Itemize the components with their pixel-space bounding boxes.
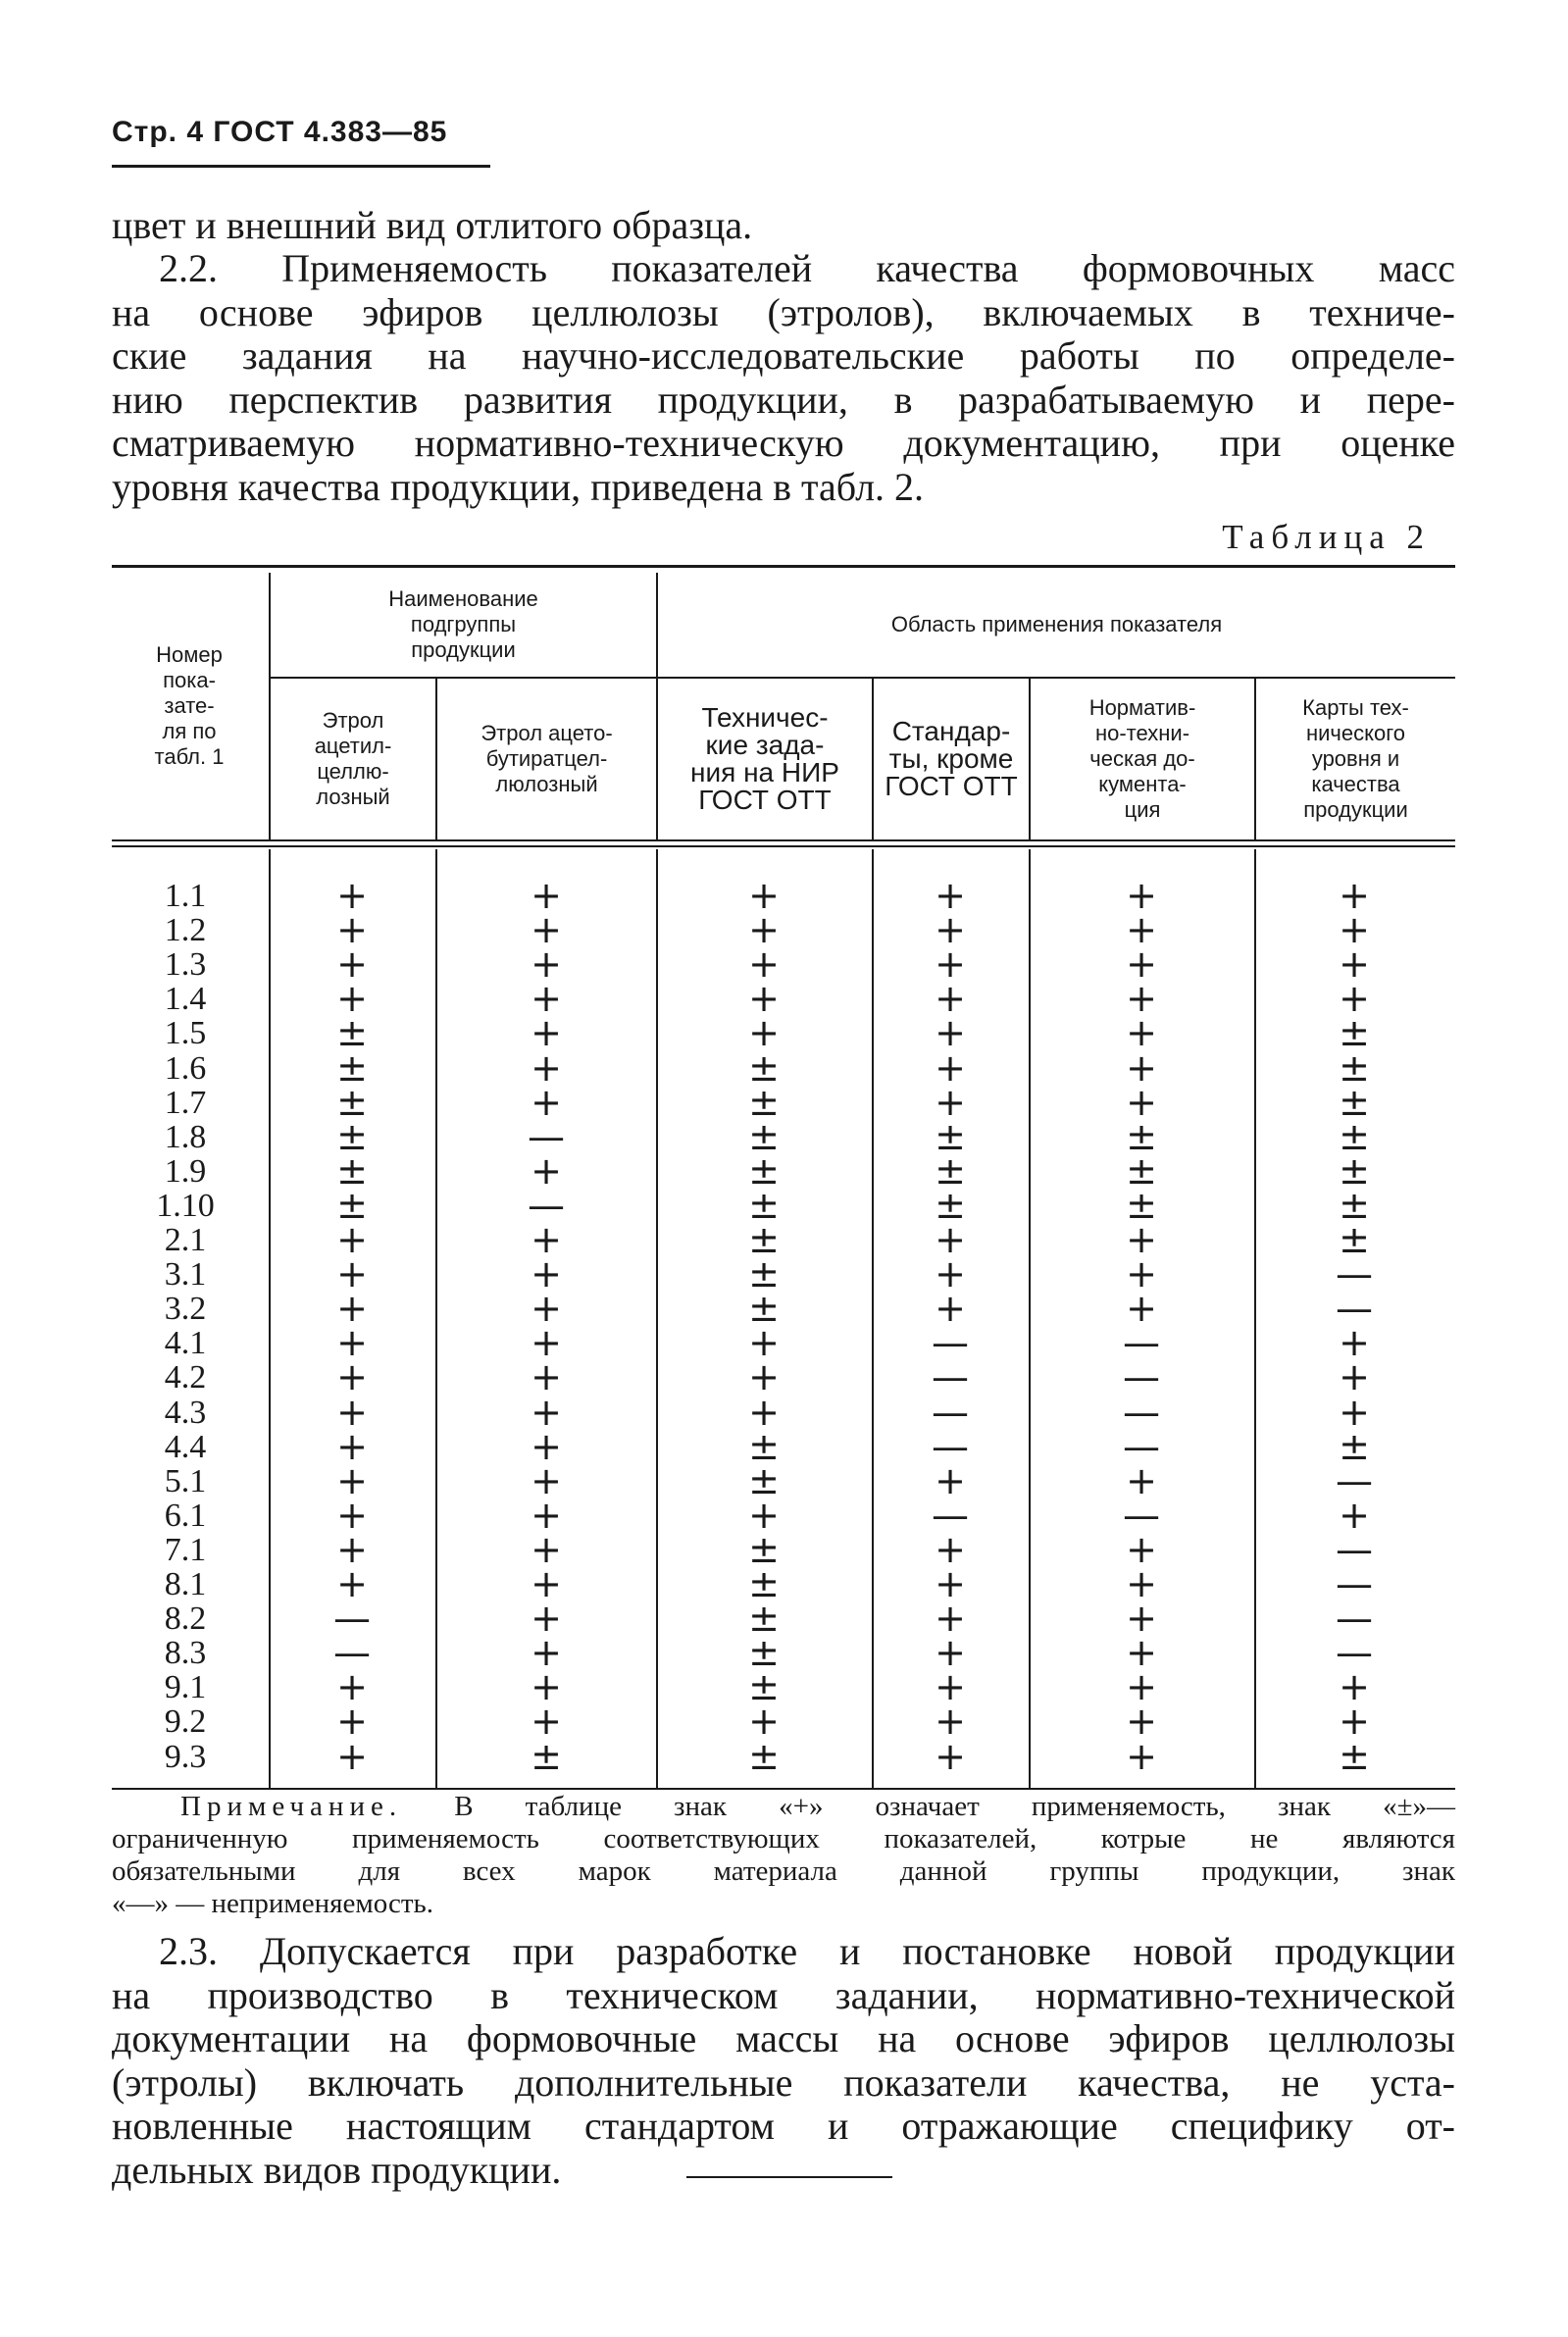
row-number: 1.1: [164, 878, 207, 914]
table-cell-mark: +: [531, 1700, 562, 1744]
row-number: 1.9: [164, 1152, 207, 1190]
text-line: уровня качества продукции, приведена в табл. 2.: [112, 464, 925, 509]
table-cell-mark: +: [1126, 1011, 1157, 1055]
note-label: Примечание.: [180, 1791, 403, 1822]
table-cell-mark: +: [935, 874, 966, 917]
table-cell-mark: +: [336, 1493, 368, 1537]
note-text: В таблице знак «+» означает применяемость, знак «±»—: [402, 1791, 1455, 1822]
row-number: 4.4: [164, 1428, 207, 1465]
table-cell-mark: ±: [935, 1148, 966, 1193]
row-number: 8.2: [164, 1600, 207, 1638]
table-cell-mark: +: [935, 1218, 966, 1261]
table-cell-mark: +: [935, 1562, 966, 1605]
table-cell-mark: +: [531, 1148, 562, 1193]
row-number: 9.1: [164, 1669, 207, 1706]
table-cell-mark: +: [336, 1562, 368, 1605]
table-cell-mark: ±: [935, 1114, 966, 1158]
table-cell-mark: ±: [336, 1045, 368, 1090]
col-header-ethrol-acetyl: Этрол ацетил- целлю- лозный: [314, 708, 392, 809]
group-header: Наименование подгруппы продукции: [388, 586, 538, 662]
table-cell-mark: ±: [748, 1183, 780, 1227]
table-cell-mark: +: [531, 1665, 562, 1709]
table-2: [112, 565, 1455, 1791]
table-cell-mark: +: [1339, 874, 1370, 917]
table-cell-mark: +: [748, 942, 780, 987]
table-cell-mark: ±: [1339, 1114, 1370, 1158]
table-cell-mark: —: [333, 1597, 371, 1641]
table-cell-mark: +: [1126, 1045, 1157, 1090]
table-cell-mark: +: [1126, 874, 1157, 917]
body-vline: [1029, 849, 1031, 1788]
row-number: 9.3: [164, 1738, 207, 1775]
text-line: цвет и внешний вид отлитого образца.: [112, 203, 753, 247]
table-cell-mark: —: [1336, 1527, 1373, 1571]
table-cell-mark: ±: [748, 1562, 780, 1605]
col-header-quality-cards: Карты тех- нического уровня и качества продукции: [1302, 695, 1409, 822]
table-cell-mark: +: [935, 1458, 966, 1502]
table-cell-mark: +: [336, 1390, 368, 1434]
table-cell-mark: —: [932, 1355, 969, 1399]
table-cell-mark: +: [1126, 1734, 1157, 1778]
table-cell-mark: +: [748, 1011, 780, 1055]
table-cell-mark: —: [1123, 1321, 1160, 1365]
table-cell-mark: +: [935, 1011, 966, 1055]
table-cell-mark: +: [531, 1597, 562, 1641]
table-cell-mark: +: [1339, 1700, 1370, 1744]
table-cell-mark: +: [1126, 1631, 1157, 1675]
page-header: Стр. 4 ГОСТ 4.383—85: [112, 116, 448, 148]
table-cell-mark: ±: [1126, 1114, 1157, 1158]
table-cell-mark: +: [935, 1631, 966, 1675]
table-cell-mark: +: [1339, 1355, 1370, 1399]
table-cell-mark: ±: [1339, 1218, 1370, 1261]
table-cell-mark: +: [748, 1355, 780, 1399]
table-cell-mark: —: [528, 1114, 565, 1158]
table-cell-mark: +: [531, 1458, 562, 1502]
text-line: документации на формовочные массы на основе эфиров целлюлозы: [112, 2016, 1455, 2060]
table-cell-mark: ±: [1126, 1148, 1157, 1193]
table-cell-mark: +: [336, 1287, 368, 1331]
table-cell-mark: +: [748, 908, 780, 952]
table-cell-mark: +: [748, 874, 780, 917]
table-cell-mark: —: [1336, 1597, 1373, 1641]
table-cell-mark: +: [748, 977, 780, 1021]
table-cell-mark: +: [336, 1424, 368, 1468]
table-cell-mark: +: [1339, 1390, 1370, 1434]
table-cell-mark: —: [1336, 1252, 1373, 1296]
text-line: 2.3. Допускается при разработке и постановке новой продукции: [159, 1929, 1455, 1973]
table-cell-mark: ±: [748, 1631, 780, 1675]
table-cell-mark: +: [531, 977, 562, 1021]
table-cell-mark: +: [336, 942, 368, 987]
table-cell-mark: +: [531, 1080, 562, 1124]
note-line: ограниченную применяемость соответствующих показателей, котрые не являются: [112, 1823, 1455, 1854]
table-cell-mark: ±: [935, 1183, 966, 1227]
header-bottom-rule-2: [112, 845, 1455, 847]
table-cell-mark: +: [1339, 977, 1370, 1021]
table-cell-mark: +: [935, 942, 966, 987]
table-cell-mark: ±: [1339, 1148, 1370, 1193]
table-cell-mark: +: [935, 1080, 966, 1124]
table-cell-mark: +: [935, 1252, 966, 1296]
body-vline: [269, 849, 271, 1788]
row-number: 1.3: [164, 946, 207, 984]
table-cell-mark: +: [935, 1665, 966, 1709]
row-number: 8.1: [164, 1566, 207, 1602]
table-cell-mark: +: [336, 1355, 368, 1399]
row-number: 4.2: [164, 1359, 207, 1397]
text-line: на производство в техническом задании, нормативно-технической: [112, 1972, 1455, 2017]
table-cell-mark: +: [1339, 1321, 1370, 1365]
text-line: дельных видов продукции.: [112, 2147, 562, 2192]
table-cell-mark: +: [1339, 1665, 1370, 1709]
body-vline: [656, 849, 658, 1788]
table-cell-mark: +: [531, 1527, 562, 1571]
table-cell-mark: +: [1126, 1527, 1157, 1571]
row-number: 8.3: [164, 1635, 207, 1672]
table-cell-mark: +: [531, 908, 562, 952]
table-cell-mark: +: [1126, 1665, 1157, 1709]
table-cell-mark: +: [531, 1631, 562, 1675]
text-line: 2.2. Применяемость показателей качества формовочных масс: [159, 246, 1455, 290]
table-cell-mark: +: [1126, 1218, 1157, 1261]
table-cell-mark: +: [336, 1252, 368, 1296]
table-cell-mark: ±: [336, 1183, 368, 1227]
table-cell-mark: +: [935, 1045, 966, 1090]
table-cell-mark: —: [528, 1183, 565, 1227]
table-cell-mark: +: [1339, 908, 1370, 952]
table-cell-mark: +: [748, 1390, 780, 1434]
table-top-rule: [112, 565, 1455, 568]
header-bottom-rule-1: [112, 839, 1455, 841]
col-header-standards: Стандар- ты, кроме ГОСТ ОТТ: [885, 716, 1018, 801]
row-number: 7.1: [164, 1531, 207, 1568]
table-cell-mark: +: [336, 874, 368, 917]
table-cell-mark: ±: [748, 1045, 780, 1090]
table-cell-mark: ±: [748, 1597, 780, 1641]
table-cell-mark: —: [1336, 1562, 1373, 1605]
row-number: 1.2: [164, 912, 207, 949]
note-line: «—» — неприменяемость.: [112, 1888, 433, 1919]
table-cell-mark: +: [1126, 1597, 1157, 1641]
table-cell-mark: ±: [1339, 1734, 1370, 1778]
table-cell-mark: ±: [1339, 1183, 1370, 1227]
table-cell-mark: —: [333, 1631, 371, 1675]
row-number: 1.10: [156, 1187, 215, 1224]
table-cell-mark: —: [1336, 1287, 1373, 1331]
table-cell-mark: —: [932, 1321, 969, 1365]
table-cell-mark: +: [336, 1218, 368, 1261]
col-header-normative-docs: Норматив- но-техни- ческая до- кумента- ция: [1088, 695, 1196, 822]
text-line: нию перспектив развития продукции, в разрабатываемую и пере-: [112, 377, 1455, 422]
table-cell-mark: ±: [748, 1527, 780, 1571]
end-rule: [686, 2176, 892, 2178]
table-cell-mark: ±: [336, 1114, 368, 1158]
body-vline: [435, 849, 437, 1788]
table-cell-mark: ±: [1339, 1080, 1370, 1124]
row-number: 6.1: [164, 1497, 207, 1534]
col-header-tech-tasks: Техничес- кие зада- ния на НИР ГОСТ ОТТ: [690, 702, 839, 815]
table-cell-mark: ±: [1126, 1183, 1157, 1227]
table-cell-mark: +: [531, 1390, 562, 1434]
table-cell-mark: ±: [336, 1011, 368, 1055]
table-cell-mark: +: [531, 1562, 562, 1605]
table-cell-mark: +: [1126, 942, 1157, 987]
row-number: 9.2: [164, 1703, 207, 1741]
text-line: новленные настоящим стандартом и отражающие специфику от-: [112, 2104, 1455, 2148]
table-cell-mark: +: [1126, 977, 1157, 1021]
table-cell-mark: +: [1339, 1493, 1370, 1537]
table-cell-mark: +: [935, 1734, 966, 1778]
table-cell-mark: +: [748, 1493, 780, 1537]
note-line: обязательными для всех марок материала данной группы продукции, знак: [112, 1855, 1455, 1887]
table-cell-mark: —: [932, 1424, 969, 1468]
table-cell-mark: ±: [748, 1080, 780, 1124]
paragraph-2-2: [112, 247, 1455, 509]
table-cell-mark: +: [531, 1287, 562, 1331]
table-cell-mark: ±: [748, 1424, 780, 1468]
area-header: Область применения показателя: [890, 612, 1223, 636]
table-bottom-rule: [112, 1788, 1455, 1790]
table-cell-mark: +: [1126, 1458, 1157, 1502]
row-number: 4.3: [164, 1394, 207, 1431]
row-number: 4.1: [164, 1325, 207, 1362]
table-cell-mark: ±: [748, 1218, 780, 1261]
table-cell-mark: +: [748, 1700, 780, 1744]
header-rule: [112, 165, 490, 168]
row-number: 1.8: [164, 1118, 207, 1155]
paragraph-2-3: [112, 1930, 1455, 2192]
col-header-ethrol-acetobutyrate: Этрол ацето- бутиратцел- люлозный: [481, 721, 613, 796]
row-number: 5.1: [164, 1462, 207, 1499]
table-cell-mark: ±: [336, 1080, 368, 1124]
table-cell-mark: —: [1336, 1458, 1373, 1502]
table-cell-mark: ±: [531, 1734, 562, 1778]
table-cell-mark: +: [531, 1355, 562, 1399]
table-cell-mark: +: [336, 1665, 368, 1709]
table-cell-mark: +: [1126, 1562, 1157, 1605]
table-cell-mark: +: [531, 1321, 562, 1365]
table-cell-mark: ±: [748, 1665, 780, 1709]
table-cell-mark: ±: [748, 1252, 780, 1296]
table-cell-mark: +: [336, 1458, 368, 1502]
table-cell-mark: ±: [1339, 1011, 1370, 1055]
table-cell-mark: +: [935, 1700, 966, 1744]
table-cell-mark: +: [935, 1287, 966, 1331]
table-cell-mark: ±: [748, 1114, 780, 1158]
table-cell-mark: +: [531, 1045, 562, 1090]
table-cell-mark: +: [748, 1321, 780, 1365]
table-cell-mark: +: [531, 874, 562, 917]
table-cell-mark: +: [935, 908, 966, 952]
table-cell-mark: ±: [748, 1734, 780, 1778]
row-number: 1.5: [164, 1015, 207, 1052]
text-line: сматриваемую нормативно-техническую документацию, при оценке: [112, 421, 1455, 465]
table-cell-mark: +: [336, 977, 368, 1021]
table-cell-mark: +: [336, 1734, 368, 1778]
text-line: ские задания на научно-исследовательские работы по определе-: [112, 333, 1455, 378]
row-number: 1.7: [164, 1084, 207, 1121]
table-cell-mark: ±: [748, 1148, 780, 1193]
table-cell-mark: ±: [1339, 1424, 1370, 1468]
table-cell-mark: ±: [748, 1458, 780, 1502]
text-line: (этролы) включать дополнительные показатели качества, не уста-: [112, 2059, 1455, 2105]
table-cell-mark: +: [1126, 908, 1157, 952]
table-cell-mark: +: [1126, 1080, 1157, 1124]
row-number: 3.2: [164, 1291, 207, 1328]
row-number: 2.1: [164, 1222, 207, 1258]
table-cell-mark: +: [531, 942, 562, 987]
table-cell-mark: +: [1339, 942, 1370, 987]
table-cell-mark: —: [1123, 1493, 1160, 1537]
table-cell-mark: ±: [336, 1148, 368, 1193]
table-cell-mark: —: [1336, 1631, 1373, 1675]
table-cell-mark: ±: [1339, 1045, 1370, 1090]
row-number: 1.6: [164, 1049, 207, 1087]
table-cell-mark: +: [1126, 1252, 1157, 1296]
table-cell-mark: +: [531, 1252, 562, 1296]
row-number: 3.1: [164, 1256, 207, 1294]
table-cell-mark: +: [935, 1527, 966, 1571]
col-header-number: Номер пока- зате- ля по табл. 1: [154, 642, 225, 769]
body-vline: [1254, 849, 1256, 1788]
paragraph-continuation: [112, 204, 1455, 248]
table-cell-mark: +: [935, 1597, 966, 1641]
table-cell-mark: —: [1123, 1390, 1160, 1434]
table-cell-mark: +: [531, 1011, 562, 1055]
table-cell-mark: +: [336, 908, 368, 952]
table-cell-mark: —: [1123, 1424, 1160, 1468]
table-cell-mark: —: [932, 1390, 969, 1434]
table-cell-mark: +: [336, 1321, 368, 1365]
table-cell-mark: ±: [748, 1287, 780, 1331]
table-cell-mark: +: [1126, 1287, 1157, 1331]
table-cell-mark: —: [1123, 1355, 1160, 1399]
table-note: [112, 1791, 1455, 1920]
note-line: [112, 1791, 1455, 1823]
row-number: 1.4: [164, 981, 207, 1018]
table-cell-mark: +: [1126, 1700, 1157, 1744]
table-cell-mark: +: [336, 1527, 368, 1571]
table-cell-mark: —: [932, 1493, 969, 1537]
table-cell-mark: +: [336, 1700, 368, 1744]
body-vline: [872, 849, 874, 1788]
table-cell-mark: +: [935, 977, 966, 1021]
text-line: на основе эфиров целлюлозы (этролов), включаемых в техниче-: [112, 289, 1455, 334]
table-cell-mark: +: [531, 1218, 562, 1261]
table-cell-mark: +: [531, 1493, 562, 1537]
table-cell-mark: +: [531, 1424, 562, 1468]
table-caption: Таблица 2: [1222, 518, 1431, 556]
